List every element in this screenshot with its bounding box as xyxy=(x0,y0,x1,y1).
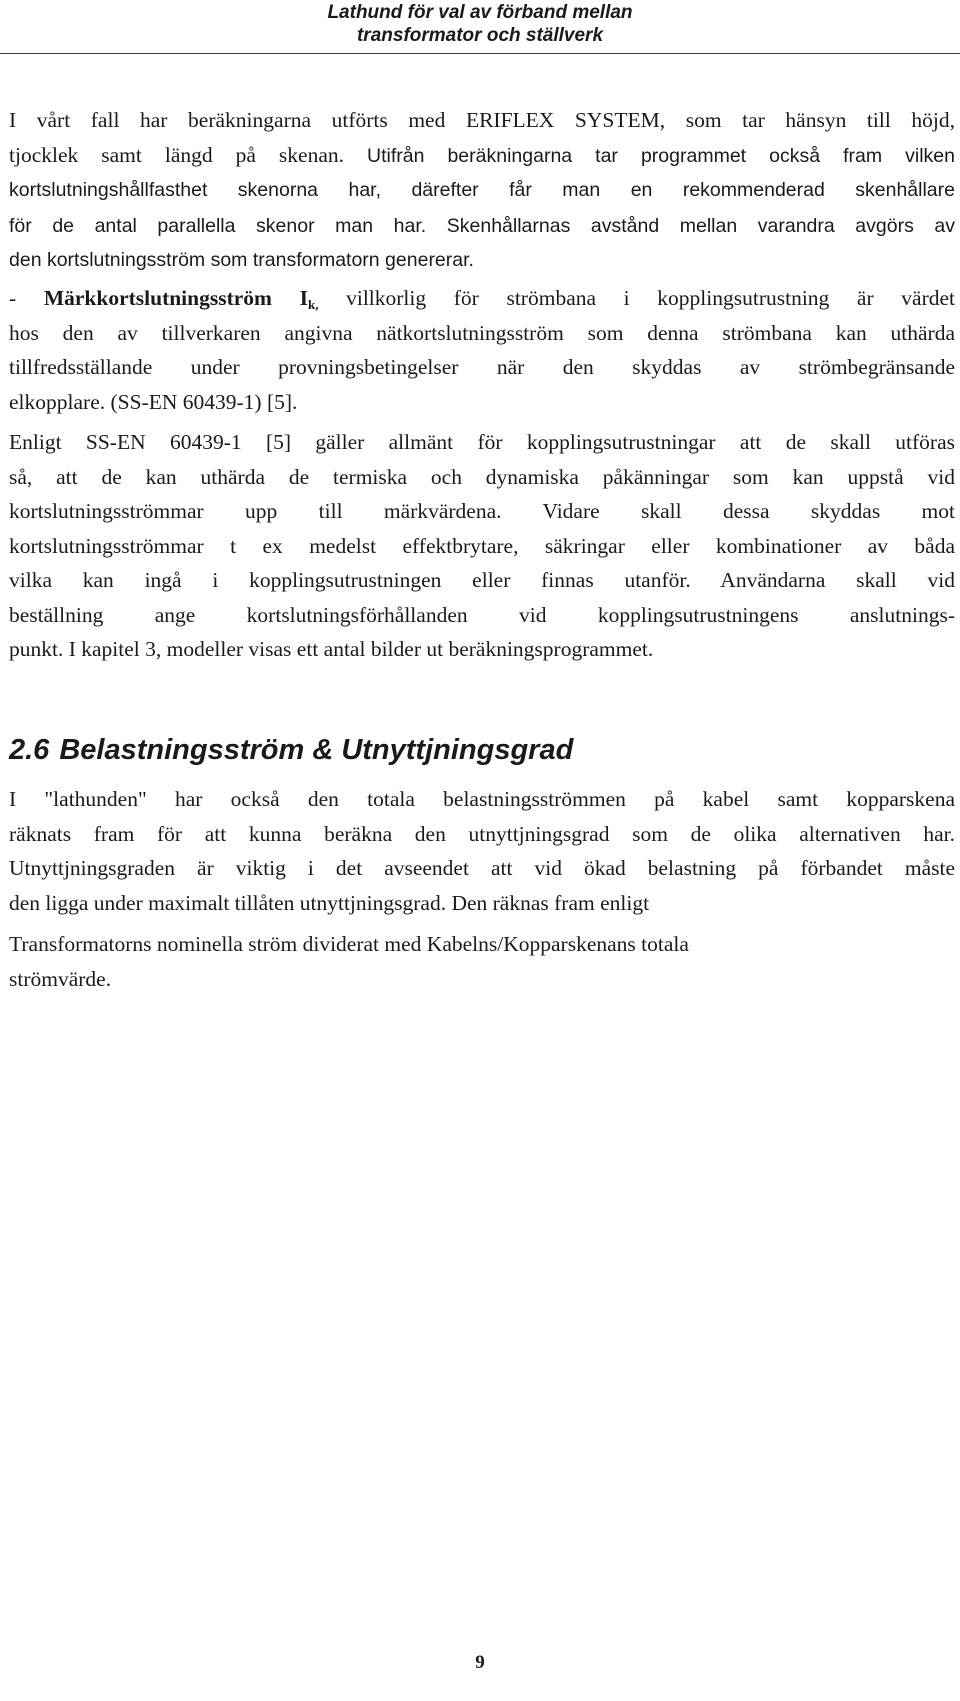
text-line: kortslutningsströmmar t ex medelst effektbrytare, säkringar eller kombinationer av båda xyxy=(9,533,955,558)
text-line: Transformatorns nominella ström dividerat med Kabelns/Kopparskenans totala xyxy=(9,932,689,956)
text-line: tillfredsställande under provningsbetingelser när den skyddas av strömbegränsande xyxy=(9,355,955,379)
text-line: hos den av tillverkaren angivna nätkortslutningsström som denna strömbana kan uthärda xyxy=(9,320,955,345)
text-line: I "lathunden" har också den totala belastningsströmmen på kabel samt kopparskena xyxy=(9,787,955,811)
text-line: Utnyttjningsgraden är viktig i det avseendet att vid ökad belastning på förbandet måste xyxy=(9,856,955,880)
text-span: tjocklek samt längd på skenan. xyxy=(9,142,367,167)
text-line: strömvärde. xyxy=(9,966,112,991)
section-title: Belastningsström & Utnyttjningsgrad xyxy=(59,734,574,766)
text-line: Enligt SS-EN 60439-1 [5] gäller allmänt för kopplingsutrustningar att de skall utföras xyxy=(9,430,955,454)
paragraph-standard xyxy=(9,425,955,667)
text-span: för de antal parallella skenor man har. xyxy=(9,214,447,237)
text-line xyxy=(9,281,955,316)
text-line: den kortslutningsström som transformatorn genererar. xyxy=(9,249,474,271)
text-line xyxy=(9,138,955,174)
section-heading xyxy=(9,732,573,768)
header-rule xyxy=(0,53,960,54)
text-span: villkorlig för strömbana i kopplingsutrustning är värdet xyxy=(318,286,955,310)
paragraph-load-current xyxy=(9,782,955,920)
paragraph-formula xyxy=(9,927,955,996)
text-line: kortslutningsströmmar upp till märkvärdena. Vidare skall dessa skyddas mot xyxy=(9,499,955,523)
text-span: Utifrån beräkningarna tar programmet också fram vilken xyxy=(366,144,955,167)
text-line xyxy=(9,208,955,244)
term-text: Märkkortslutningsström I xyxy=(43,286,308,310)
paragraph-definition xyxy=(9,281,955,419)
text-span: Skenhållarnas avstånd mellan varandra avgörs av xyxy=(446,214,955,237)
text-line: punkt. I kapitel 3, modeller visas ett antal bilder ut beräkningsprogrammet. xyxy=(9,637,654,661)
text-line: räknats fram för att kunna beräkna den utnyttjningsgrad som de olika alternativen har. xyxy=(9,821,955,846)
header-title-line-2: transformator och ställverk xyxy=(356,25,604,46)
text-line: beställning ange kortslutningsförhållanden vid kopplingsutrustningens anslutnings- xyxy=(9,602,955,627)
paragraph-eriflex xyxy=(9,103,955,278)
page-number: 9 xyxy=(475,1652,485,1673)
text-line: I vårt fall har beräkningarna utförts med ERIFLEX SYSTEM, som tar hänsyn till höjd, xyxy=(9,108,955,132)
term-subscript: k, xyxy=(307,297,319,312)
section-number: 2.6 xyxy=(9,734,50,766)
text-line: den ligga under maximalt tillåten utnyttjningsgrad. Den räknas fram enligt xyxy=(9,890,650,915)
defined-term xyxy=(44,286,319,310)
list-dash: - xyxy=(9,286,44,310)
header-title-line-1: Lathund för val av förband mellan xyxy=(327,2,633,23)
text-line: elkopplare. (SS-EN 60439-1) [5]. xyxy=(9,389,298,414)
text-line: så, att de kan uthärda de termiska och dynamiska påkänningar som kan uppstå vid xyxy=(9,464,955,489)
text-line: vilka kan ingå i kopplingsutrustningen eller finnas utanför. Användarna skall vid xyxy=(9,568,955,592)
text-line: kortslutningshållfasthet skenorna har, därefter får man en rekommenderad skenhållare xyxy=(9,179,955,201)
